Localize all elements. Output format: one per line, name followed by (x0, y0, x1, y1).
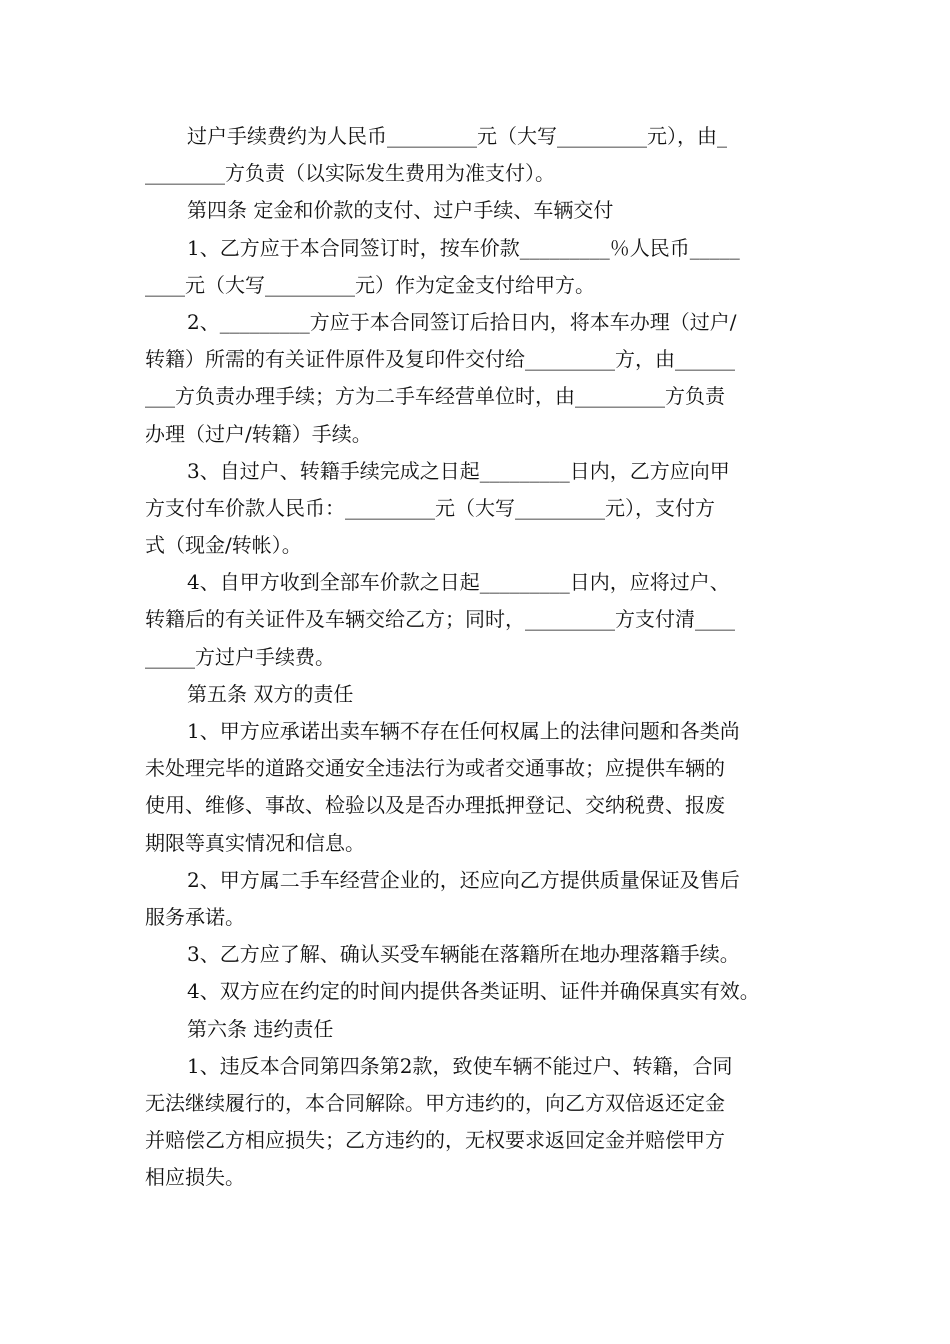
text-line: ___方负责办理手续；方为二手车经营单位时，由_________方负责 (145, 384, 725, 409)
contract-text (145, 118, 810, 1196)
text-line: ________方负责（以实际发生费用为准支付）。 (145, 161, 555, 186)
text-line: 过户手续费约为人民币_________元（大写_________元），由_ (187, 124, 727, 148)
text-line: ____元（大写_________元）作为定金支付给甲方。 (145, 272, 595, 297)
text-line: 相应损失。 (145, 1165, 245, 1190)
text-line: 办理（过户/转籍）手续。 (145, 421, 372, 446)
text-line: 并赔偿乙方相应损失；乙方违约的，无权要求返回定金并赔偿甲方 (145, 1128, 725, 1153)
text-line: 4、自甲方收到全部车价款之日起_________日内，应将过户、 (187, 570, 730, 595)
text-line: 方支付车价款人民币：_________元（大写_________元），支付方 (145, 495, 715, 520)
text-line: 1、违反本合同第四条第2款，致使车辆不能过户、转籍，合同 (187, 1053, 733, 1078)
text-line: 3、自过户、转籍手续完成之日起_________日内，乙方应向甲 (187, 458, 730, 483)
section-heading: 第六条 违约责任 (187, 1016, 334, 1041)
text-line: 无法继续履行的，本合同解除。甲方违约的，向乙方双倍返还定金 (145, 1090, 725, 1115)
section-heading: 第五条 双方的责任 (187, 681, 354, 706)
text-line: 未处理完毕的道路交通安全违法行为或者交通事故；应提供车辆的 (145, 756, 725, 781)
section-heading: 第四条 定金和价款的支付、过户手续、车辆交付 (187, 198, 614, 223)
text-line: 1、乙方应于本合同签订时，按车价款_________％人民币_____ (187, 235, 740, 260)
text-line: 使用、维修、事故、检验以及是否办理抵押登记、交纳税费、报废 (145, 793, 725, 818)
text-line: 1、甲方应承诺出卖车辆不存在任何权属上的法律问题和各类尚 (187, 719, 740, 743)
text-line: 2、_________方应于本合同签订后拾日内，将本车办理（过户/ (187, 309, 737, 334)
text-line: 服务承诺。 (145, 904, 245, 929)
text-line: 式（现金/转帐）。 (145, 533, 302, 558)
text-line: 2、甲方属二手车经营企业的，还应向乙方提供质量保证及售后 (187, 867, 740, 892)
text-line: 4、双方应在约定的时间内提供各类证明、证件并确保真实有效。 (187, 979, 760, 1004)
text-line: 转籍后的有关证件及车辆交给乙方；同时，_________方支付清____ (145, 607, 735, 632)
text-line: 转籍）所需的有关证件原件及复印件交付给_________方，由______ (145, 347, 735, 372)
text-line: _____方过户手续费。 (145, 644, 335, 669)
text-line: 期限等真实情况和信息。 (145, 830, 365, 855)
text-line: 3、乙方应了解、确认买受车辆能在落籍所在地办理落籍手续。 (187, 942, 740, 967)
